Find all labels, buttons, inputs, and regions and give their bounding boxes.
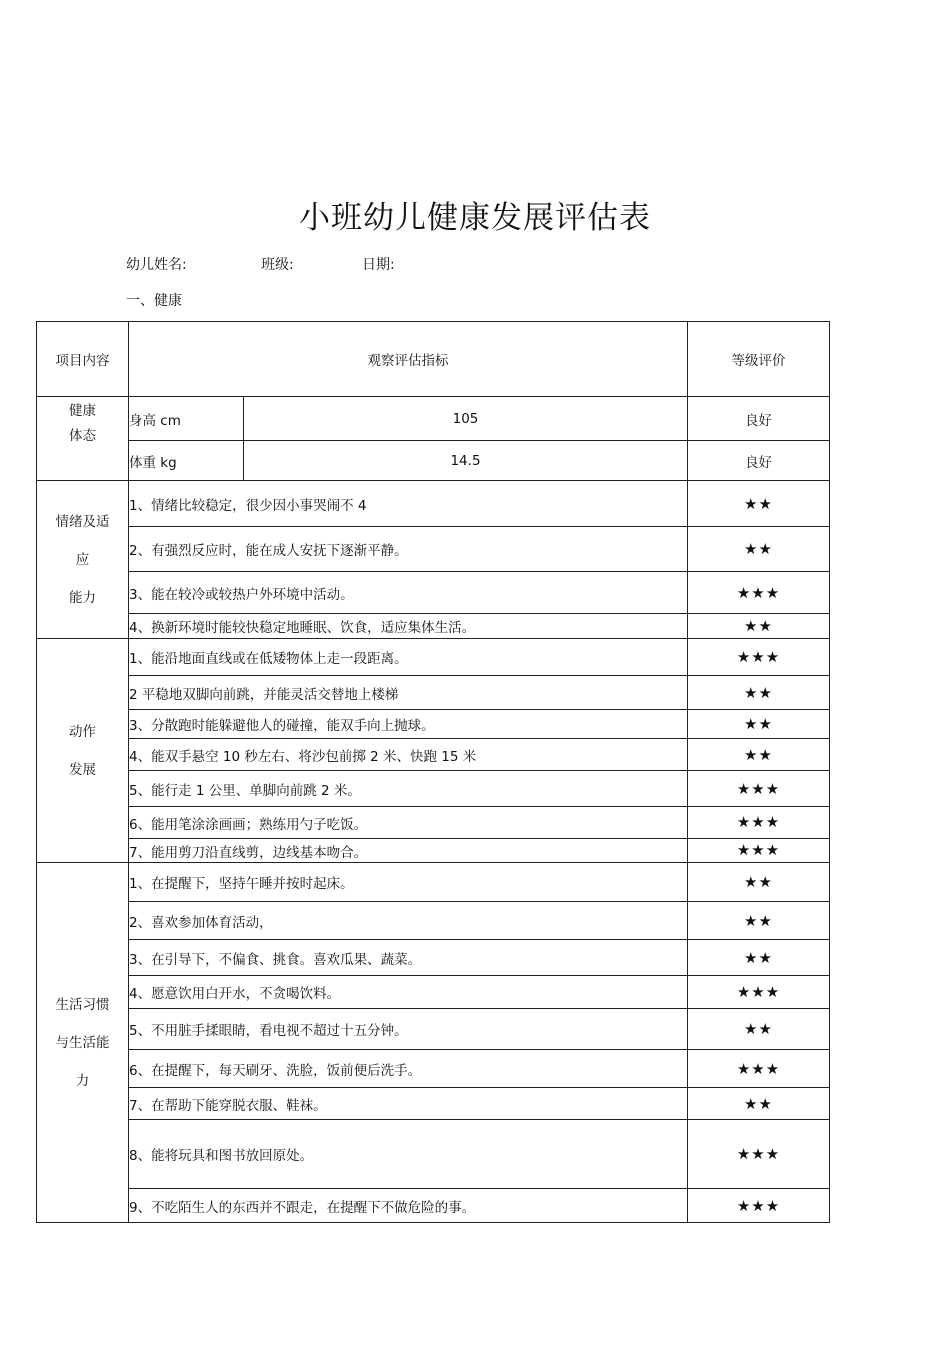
header-indicator: 观察评估指标 <box>129 322 688 397</box>
weight-label: 体重 kg <box>129 441 244 481</box>
height-label: 身高 cm <box>129 397 244 441</box>
table-row <box>37 902 830 940</box>
grade-stars: ★★ <box>688 481 830 527</box>
page-title: 小班幼儿健康发展评估表 <box>299 200 651 236</box>
header-row <box>37 322 830 397</box>
section-heading: 一、健康 <box>126 293 182 309</box>
indicator-text: 7、在帮助下能穿脱衣服、鞋袜。 <box>129 1088 688 1120</box>
indicator-text: 1、情绪比较稳定，很少因小事哭闹不 4 <box>129 481 688 527</box>
grade-stars: ★★ <box>688 676 830 710</box>
table-row <box>37 639 830 676</box>
grade-stars: ★★★ <box>688 639 830 676</box>
table-row <box>37 527 830 572</box>
table-row <box>37 863 830 902</box>
indicator-text: 2、喜欢参加体育活动， <box>129 902 688 940</box>
indicator-text: 8、能将玩具和图书放回原处。 <box>129 1120 688 1189</box>
table-row <box>37 710 830 739</box>
grade-stars: ★★ <box>688 940 830 976</box>
table-row <box>37 940 830 976</box>
table-row <box>37 614 830 639</box>
indicator-text: 6、能用笔涂涂画画；熟练用勺子吃饭。 <box>129 807 688 839</box>
table-row <box>37 976 830 1009</box>
class-label: 班级: <box>261 257 294 273</box>
table-row <box>37 397 830 441</box>
table-row <box>37 739 830 771</box>
grade-stars: ★★ <box>688 739 830 771</box>
indicator-text: 4、愿意饮用白开水，不贪喝饮料。 <box>129 976 688 1009</box>
indicator-text: 2、有强烈反应时，能在成人安抚下逐渐平静。 <box>129 527 688 572</box>
child-name-label: 幼儿姓名: <box>126 257 187 273</box>
indicator-text: 3、在引导下，不偏食、挑食。喜欢瓜果、蔬菜。 <box>129 940 688 976</box>
table-row <box>37 1189 830 1223</box>
table-row <box>37 1088 830 1120</box>
evaluation-table <box>36 321 830 1223</box>
date-label: 日期: <box>362 257 395 273</box>
grade-stars: ★★ <box>688 1009 830 1050</box>
table-row <box>37 771 830 807</box>
grade-stars: ★★★ <box>688 1050 830 1088</box>
weight-grade: 良好 <box>688 441 830 481</box>
table-row <box>37 1050 830 1088</box>
grade-stars: ★★ <box>688 902 830 940</box>
grade-stars: ★★ <box>688 1088 830 1120</box>
indicator-text: 3、分散跑时能躲避他人的碰撞，能双手向上抛球。 <box>129 710 688 739</box>
table-row <box>37 1120 830 1189</box>
header-grade: 等级评价 <box>688 322 830 397</box>
height-grade: 良好 <box>688 397 830 441</box>
indicator-text: 1、能沿地面直线或在低矮物体上走一段距离。 <box>129 639 688 676</box>
grade-stars: ★★★ <box>688 572 830 614</box>
table-row <box>37 1009 830 1050</box>
weight-value: 14.5 <box>244 441 688 481</box>
indicator-text: 9、不吃陌生人的东西并不跟走，在提醒下不做危险的事。 <box>129 1189 688 1223</box>
indicator-text: 3、能在较冷或较热户外环境中活动。 <box>129 572 688 614</box>
grade-stars: ★★ <box>688 710 830 739</box>
category-motor: 动作 发展 <box>37 639 129 863</box>
grade-stars: ★★★ <box>688 807 830 839</box>
table-row <box>37 807 830 839</box>
category-physique: 健康 体态 <box>37 397 129 481</box>
indicator-text: 4、换新环境时能较快稳定地睡眠、饮食，适应集体生活。 <box>129 614 688 639</box>
grade-stars: ★★★ <box>688 839 830 863</box>
grade-stars: ★★ <box>688 614 830 639</box>
indicator-text: 2 平稳地双脚向前跳，并能灵活交替地上楼梯 <box>129 676 688 710</box>
category-habits: 生活习惯 与生活能 力 <box>37 863 129 1223</box>
grade-stars: ★★★ <box>688 1189 830 1223</box>
grade-stars: ★★★ <box>688 976 830 1009</box>
grade-stars: ★★ <box>688 527 830 572</box>
height-value: 105 <box>244 397 688 441</box>
indicator-text: 5、不用脏手揉眼睛，看电视不超过十五分钟。 <box>129 1009 688 1050</box>
indicator-text: 7、能用剪刀沿直线剪，边线基本吻合。 <box>129 839 688 863</box>
table-row <box>37 481 830 527</box>
category-emotion: 情绪及适 应 能力 <box>37 481 129 639</box>
table-row <box>37 441 830 481</box>
table-row <box>37 839 830 863</box>
table-row <box>37 572 830 614</box>
indicator-text: 5、能行走 1 公里、单脚向前跳 2 米。 <box>129 771 688 807</box>
indicator-text: 1、在提醒下，坚持午睡并按时起床。 <box>129 863 688 902</box>
grade-stars: ★★ <box>688 863 830 902</box>
table-row <box>37 676 830 710</box>
indicator-text: 6、在提醒下，每天刷牙、洗脸，饭前便后洗手。 <box>129 1050 688 1088</box>
grade-stars: ★★★ <box>688 1120 830 1189</box>
grade-stars: ★★★ <box>688 771 830 807</box>
header-category: 项目内容 <box>37 322 129 397</box>
indicator-text: 4、能双手悬空 10 秒左右、将沙包前掷 2 米、快跑 15 米 <box>129 739 688 771</box>
